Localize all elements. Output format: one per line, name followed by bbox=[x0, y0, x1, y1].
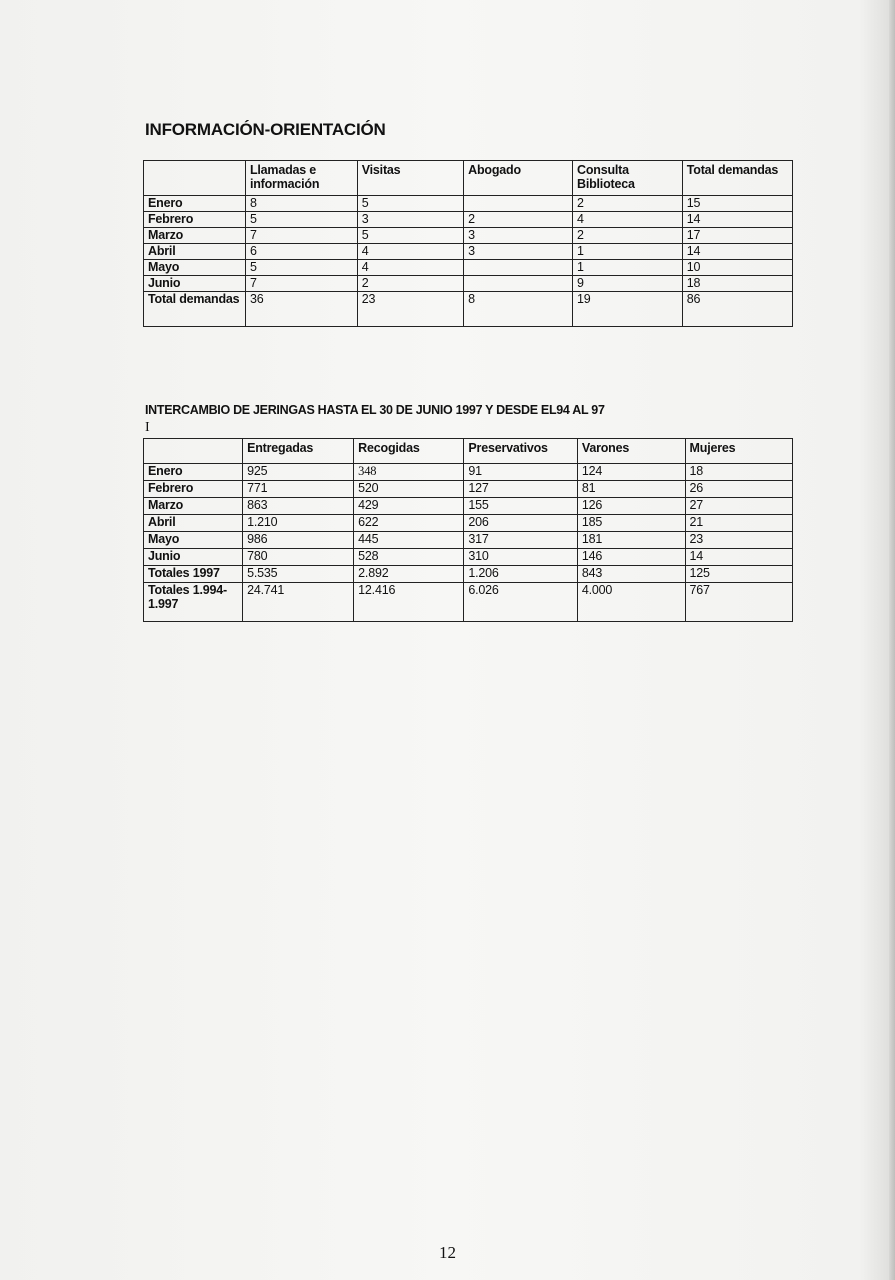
table-cell: 4.000 bbox=[577, 583, 685, 622]
table-cell: 91 bbox=[464, 464, 577, 481]
table-total-row bbox=[144, 292, 793, 327]
table-cell: 18 bbox=[685, 464, 792, 481]
table-cell bbox=[464, 260, 573, 276]
table-cell: 17 bbox=[682, 228, 792, 244]
table-intercambio-jeringas bbox=[143, 438, 793, 622]
table-cell: 5 bbox=[245, 260, 357, 276]
table-cell: 445 bbox=[354, 532, 464, 549]
page-edge-shadow bbox=[889, 0, 895, 1280]
table-cell: 12.416 bbox=[354, 583, 464, 622]
table-cell: 1 bbox=[573, 244, 683, 260]
table-cell: 3 bbox=[464, 228, 573, 244]
table-cell: 1.206 bbox=[464, 566, 577, 583]
table-cell: 86 bbox=[682, 292, 792, 327]
table-cell: 317 bbox=[464, 532, 577, 549]
table-cell: 8 bbox=[464, 292, 573, 327]
table-grand-total-row bbox=[144, 583, 793, 622]
table-cell: 36 bbox=[245, 292, 357, 327]
row-label: Junio bbox=[144, 549, 243, 566]
table-cell: 2 bbox=[573, 196, 683, 212]
table-cell: 986 bbox=[243, 532, 354, 549]
table-cell: 2 bbox=[573, 228, 683, 244]
table-header-cell bbox=[144, 439, 243, 464]
table-cell: 5 bbox=[245, 212, 357, 228]
table-cell: 4 bbox=[357, 244, 463, 260]
table-cell: 1.210 bbox=[243, 515, 354, 532]
table-cell: 1 bbox=[573, 260, 683, 276]
table-row bbox=[144, 498, 793, 515]
table-header-cell: Entregadas bbox=[243, 439, 354, 464]
row-label: Enero bbox=[144, 464, 243, 481]
table-row bbox=[144, 549, 793, 566]
table-cell: 206 bbox=[464, 515, 577, 532]
table-cell: 81 bbox=[577, 481, 685, 498]
row-label: Abril bbox=[144, 515, 243, 532]
table-header-cell: Varones bbox=[577, 439, 685, 464]
table-cell: 5 bbox=[357, 196, 463, 212]
table-row bbox=[144, 260, 793, 276]
table-cell: 23 bbox=[357, 292, 463, 327]
table-header-row bbox=[144, 161, 793, 196]
table-header-cell: Consulta Biblioteca bbox=[573, 161, 683, 196]
table-header-cell: Llamadas e información bbox=[245, 161, 357, 196]
page-number: 12 bbox=[439, 1243, 456, 1262]
table-cell: 18 bbox=[682, 276, 792, 292]
table-header-cell bbox=[144, 161, 246, 196]
row-label: Marzo bbox=[144, 498, 243, 515]
table-header-row bbox=[144, 439, 793, 464]
table-cell: 9 bbox=[573, 276, 683, 292]
row-label: Junio bbox=[144, 276, 246, 292]
table-cell: 14 bbox=[685, 549, 792, 566]
table-cell: 6.026 bbox=[464, 583, 577, 622]
table-cell: 771 bbox=[243, 481, 354, 498]
table-cell: 310 bbox=[464, 549, 577, 566]
table-row bbox=[144, 276, 793, 292]
table-cell: 7 bbox=[245, 276, 357, 292]
table-cell: 622 bbox=[354, 515, 464, 532]
table-row bbox=[144, 212, 793, 228]
row-label: Enero bbox=[144, 196, 246, 212]
table-cell bbox=[464, 196, 573, 212]
table-cell: 8 bbox=[245, 196, 357, 212]
row-label: Febrero bbox=[144, 212, 246, 228]
table-header-cell: Abogado bbox=[464, 161, 573, 196]
table-cell bbox=[464, 276, 573, 292]
table-cell: 24.741 bbox=[243, 583, 354, 622]
table-cell: 155 bbox=[464, 498, 577, 515]
row-label: Abril bbox=[144, 244, 246, 260]
table-cell: 185 bbox=[577, 515, 685, 532]
table-cell: 2 bbox=[357, 276, 463, 292]
table-row bbox=[144, 532, 793, 549]
table-header-cell: Mujeres bbox=[685, 439, 792, 464]
table-cell: 780 bbox=[243, 549, 354, 566]
table-cell: 3 bbox=[464, 244, 573, 260]
table-row bbox=[144, 515, 793, 532]
table-cell: 14 bbox=[682, 212, 792, 228]
row-label: Mayo bbox=[144, 532, 243, 549]
table-header-cell: Visitas bbox=[357, 161, 463, 196]
row-label: Total demandas bbox=[144, 292, 246, 327]
row-label: Marzo bbox=[144, 228, 246, 244]
table-cell: 126 bbox=[577, 498, 685, 515]
table-cell: 181 bbox=[577, 532, 685, 549]
table-cell: 520 bbox=[354, 481, 464, 498]
table-cell: 7 bbox=[245, 228, 357, 244]
table-header-cell: Recogidas bbox=[354, 439, 464, 464]
section-title-intercambio-jeringas: INTERCAMBIO DE JERINGAS HASTA EL 30 DE JUNIO 1997 Y DESDE EL94 AL 97 bbox=[145, 403, 605, 417]
table-cell: 124 bbox=[577, 464, 685, 481]
row-label: Totales 1.994-1.997 bbox=[144, 583, 243, 622]
table-total-row bbox=[144, 566, 793, 583]
row-label: Mayo bbox=[144, 260, 246, 276]
table-cell: 3 bbox=[357, 212, 463, 228]
table-cell: 4 bbox=[357, 260, 463, 276]
section-title-informacion-orientacion: INFORMACIÓN-ORIENTACIÓN bbox=[145, 120, 386, 139]
table-cell: 10 bbox=[682, 260, 792, 276]
table-cell: 14 bbox=[682, 244, 792, 260]
table-cell: 429 bbox=[354, 498, 464, 515]
table-cell: 863 bbox=[243, 498, 354, 515]
table-cell: 2 bbox=[464, 212, 573, 228]
table-cell: 5.535 bbox=[243, 566, 354, 583]
table-cell: 348 bbox=[354, 464, 464, 481]
stray-mark: I bbox=[145, 420, 150, 435]
table-cell: 21 bbox=[685, 515, 792, 532]
table-cell: 6 bbox=[245, 244, 357, 260]
table-row bbox=[144, 244, 793, 260]
row-label: Totales 1997 bbox=[144, 566, 243, 583]
table-cell: 925 bbox=[243, 464, 354, 481]
table-cell: 19 bbox=[573, 292, 683, 327]
table-header-cell: Preservativos bbox=[464, 439, 577, 464]
table-cell: 4 bbox=[573, 212, 683, 228]
table-cell: 146 bbox=[577, 549, 685, 566]
table-cell: 767 bbox=[685, 583, 792, 622]
table-cell: 27 bbox=[685, 498, 792, 515]
table-cell: 23 bbox=[685, 532, 792, 549]
table-cell: 26 bbox=[685, 481, 792, 498]
table-cell: 843 bbox=[577, 566, 685, 583]
table-informacion-orientacion bbox=[143, 160, 793, 327]
table-cell: 528 bbox=[354, 549, 464, 566]
row-label: Febrero bbox=[144, 481, 243, 498]
table-cell: 127 bbox=[464, 481, 577, 498]
table-cell: 2.892 bbox=[354, 566, 464, 583]
table-cell: 5 bbox=[357, 228, 463, 244]
table-header-cell: Total demandas bbox=[682, 161, 792, 196]
table-cell: 125 bbox=[685, 566, 792, 583]
table-row bbox=[144, 196, 793, 212]
table-cell: 15 bbox=[682, 196, 792, 212]
table-row bbox=[144, 481, 793, 498]
table-row bbox=[144, 464, 793, 481]
table-row bbox=[144, 228, 793, 244]
